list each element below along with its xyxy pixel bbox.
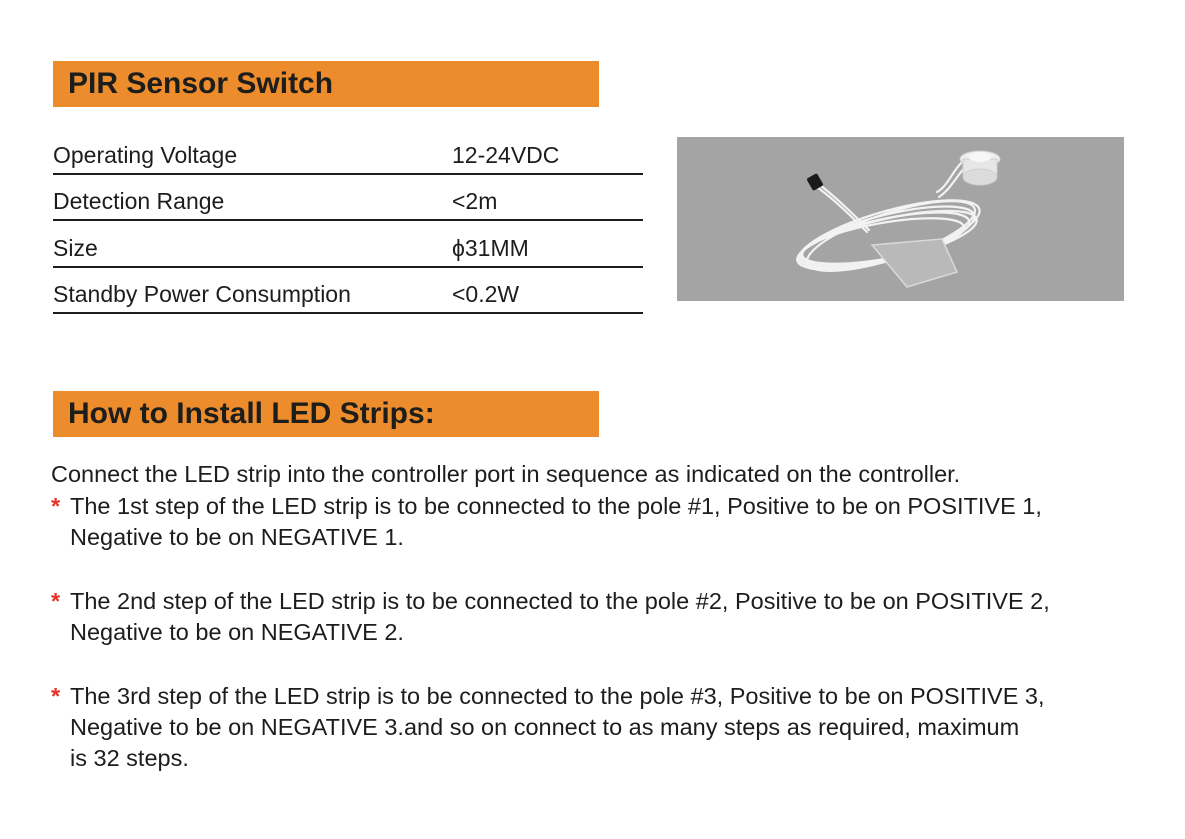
step-text-continued: Negative to be on NEGATIVE 1. bbox=[70, 524, 404, 550]
spec-row-size bbox=[53, 221, 643, 268]
spec-value: <2m bbox=[452, 188, 498, 214]
install-intro: Connect the LED strip into the controller port in sequence as indicated on the controller. bbox=[51, 461, 961, 487]
bullet-asterisk: * bbox=[51, 588, 61, 614]
bullet-asterisk: * bbox=[51, 493, 61, 519]
bullet-asterisk: * bbox=[51, 683, 61, 709]
pir-section-title: PIR Sensor Switch bbox=[53, 61, 599, 107]
install-step-1 bbox=[51, 491, 1151, 553]
step-text: The 1st step of the LED strip is to be connected to the pole #1, Positive to be on POSITIVE 1, bbox=[70, 493, 1042, 519]
install-instructions bbox=[51, 459, 1151, 807]
spec-value: <0.2W bbox=[452, 281, 520, 307]
spec-row-operating-voltage bbox=[53, 128, 643, 175]
install-section-title: How to Install LED Strips: bbox=[53, 391, 599, 437]
spec-label: Operating Voltage bbox=[53, 141, 238, 168]
step-text-continued: is 32 steps. bbox=[70, 745, 189, 771]
spec-label: Standby Power Consumption bbox=[53, 281, 351, 307]
spec-row-detection-range bbox=[53, 175, 643, 222]
install-step-2 bbox=[51, 586, 1151, 648]
spec-label: Detection Range bbox=[53, 188, 225, 214]
spec-value: 12-24VDC bbox=[452, 141, 560, 168]
spec-value: ϕ31MM bbox=[452, 234, 529, 261]
spec-row-standby-power bbox=[53, 268, 643, 315]
spec-table bbox=[53, 128, 643, 314]
spec-label: Size bbox=[53, 234, 98, 261]
pir-sensor-photo bbox=[677, 137, 1124, 301]
step-text: The 3rd step of the LED strip is to be connected to the pole #3, Positive to be on POSITIVE 3, bbox=[70, 683, 1045, 709]
install-step-3 bbox=[51, 681, 1151, 774]
step-text-continued: Negative to be on NEGATIVE 2. bbox=[70, 619, 404, 645]
step-text-continued: Negative to be on NEGATIVE 3.and so on connect to as many steps as required, maximum bbox=[70, 714, 1020, 740]
step-text: The 2nd step of the LED strip is to be connected to the pole #2, Positive to be on POSITIVE 2, bbox=[70, 588, 1050, 614]
pir-sensor-cable-illustration bbox=[677, 137, 1124, 301]
